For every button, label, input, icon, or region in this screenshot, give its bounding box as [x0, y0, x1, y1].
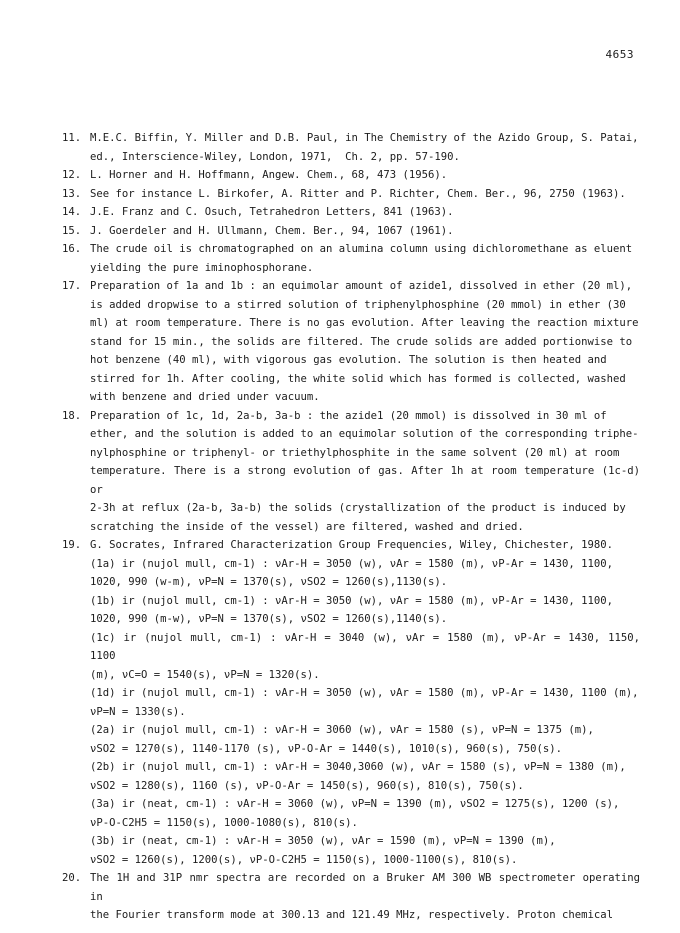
reference-line: The 1H and 31P nmr spectra are recorded on a Bruker AM 300 WB spectrometer operating in [90, 872, 647, 903]
reference-16 [62, 240, 640, 277]
reference-line: stand for 15 min., the solids are filtered. The crude solids are added portionwise to [90, 335, 633, 348]
reference-number: 19. [62, 539, 82, 551]
reference-20 [62, 869, 647, 925]
reference-number: 15. [62, 224, 82, 237]
reference-line: yielding the pure iminophosphorane. [90, 261, 314, 274]
reference-line: 2-3h at reflux (2a-b, 3a-b) the solids (crystallization of the product is induced by [90, 502, 626, 514]
reference-line: nylphosphine or triphenyl- or triethylphosphite in the same solvent (20 ml) at room [90, 446, 620, 459]
reference-14 [62, 203, 640, 222]
reference-line: νP=N = 1330(s). [90, 705, 186, 718]
page-number: 4653 [605, 48, 634, 61]
reference-line: stirred for 1h. After cooling, the white solid which has formed is collected, washed [90, 372, 626, 385]
reference-11 [62, 129, 640, 166]
reference-line: See for instance L. Birkofer, A. Ritter and P. Richter, Chem. Ber., 96, 2750 (1963). [90, 187, 626, 200]
reference-line: 1020, 990 (m-w), νP=N = 1370(s), νSO2 = 1260(s),1140(s). [90, 613, 448, 625]
reference-line: (m), νC=O = 1540(s), νP=N = 1320(s). [90, 668, 320, 681]
reference-line: (3b) ir (neat, cm-1) : νAr-H = 3050 (w), νAr = 1590 (m), νP=N = 1390 (m), [90, 835, 556, 847]
reference-13 [62, 185, 640, 204]
reference-number: 16. [62, 243, 82, 255]
reference-line: L. Horner and H. Hoffmann, Angew. Chem., 68, 473 (1956). [90, 169, 448, 181]
references-list [62, 129, 647, 925]
reference-line: 1020, 990 (w-m), νP=N = 1370(s), νSO2 = 1260(s),1130(s). [90, 576, 448, 588]
reference-line: temperature. There is a strong evolution of gas. After 1h at room temperature (1c-d) or [90, 465, 647, 496]
reference-line: νSO2 = 1280(s), 1160 (s), νP-O-Ar = 1450(s), 960(s), 810(s), 750(s). [90, 779, 524, 792]
reference-line: (2a) ir (nujol mull, cm-1) : νAr-H = 3060 (w), νAr = 1580 (s), νP=N = 1375 (m), [90, 724, 594, 736]
reference-line: J. Goerdeler and H. Ullmann, Chem. Ber., 94, 1067 (1961). [90, 224, 454, 237]
reference-number: 12. [62, 169, 82, 181]
reference-line: the Fourier transform mode at 300.13 and 121.49 MHz, respectively. Proton chemical [90, 909, 613, 921]
reference-15 [62, 222, 640, 241]
reference-line: ed., Interscience-Wiley, London, 1971, Ch. 2, pp. 57-190. [90, 150, 460, 163]
reference-line: (1b) ir (nujol mull, cm-1) : νAr-H = 3050 (w), νAr = 1580 (m), νP-Ar = 1430, 1100, [90, 594, 613, 607]
reference-number: 17. [62, 280, 82, 292]
reference-line: J.E. Franz and C. Osuch, Tetrahedron Letters, 841 (1963). [90, 206, 454, 218]
reference-19 [62, 536, 647, 869]
reference-number: 18. [62, 409, 82, 422]
reference-18 [62, 407, 647, 537]
reference-line: ether, and the solution is added to an equimolar solution of the corresponding triphe- [90, 428, 639, 440]
reference-line: Preparation of 1a and 1b : an equimolar amount of azide1, dissolved in ether (20 ml), [90, 280, 633, 292]
reference-17 [62, 277, 640, 407]
reference-line: Preparation of 1c, 1d, 2a-b, 3a-b : the azide1 (20 mmol) is dissolved in 30 ml of [90, 409, 607, 422]
reference-number: 14. [62, 206, 82, 218]
reference-line: (3a) ir (neat, cm-1) : νAr-H = 3060 (w), νP=N = 1390 (m), νSO2 = 1275(s), 1200 (s), [90, 798, 620, 810]
reference-line: (1a) ir (nujol mull, cm-1) : νAr-H = 3050 (w), νAr = 1580 (m), νP-Ar = 1430, 1100, [90, 557, 613, 570]
reference-12 [62, 166, 640, 185]
reference-line: (1c) ir (nujol mull, cm-1) : νAr-H = 3040 (w), νAr = 1580 (m), νP-Ar = 1430, 1150, 1100 [90, 631, 647, 662]
reference-number: 13. [62, 187, 82, 200]
reference-line: νSO2 = 1260(s), 1200(s), νP-O-C2H5 = 1150(s), 1000-1100(s), 810(s). [90, 853, 518, 866]
reference-line: νP-O-C2H5 = 1150(s), 1000-1080(s), 810(s). [90, 816, 358, 829]
reference-line: hot benzene (40 ml), with vigorous gas evolution. The solution is then heated and [90, 354, 607, 366]
reference-line: (1d) ir (nujol mull, cm-1) : νAr-H = 3050 (w), νAr = 1580 (m), νP-Ar = 1430, 1100 (m), [90, 687, 639, 699]
reference-line: (2b) ir (nujol mull, cm-1) : νAr-H = 3040,3060 (w), νAr = 1580 (s), νP=N = 1380 (m), [90, 761, 626, 773]
reference-number: 20. [62, 872, 82, 884]
reference-line: scratching the inside of the vessel) are filtered, washed and dried. [90, 520, 524, 533]
reference-number: 11. [62, 132, 82, 144]
reference-line: G. Socrates, Infrared Characterization Group Frequencies, Wiley, Chichester, 1980. [90, 539, 613, 551]
reference-line: M.E.C. Biffin, Y. Miller and D.B. Paul, in The Chemistry of the Azido Group, S. Patai, [90, 132, 639, 144]
reference-line: νSO2 = 1270(s), 1140-1170 (s), νP-O-Ar = 1440(s), 1010(s), 960(s), 750(s). [90, 742, 562, 755]
reference-line: with benzene and dried under vacuum. [90, 391, 320, 403]
reference-line: is added dropwise to a stirred solution of triphenylphosphine (20 mmol) in ether (30 [90, 298, 626, 311]
reference-line: ml) at room temperature. There is no gas evolution. After leaving the reaction mixture [90, 317, 639, 329]
reference-line: The crude oil is chromatographed on an alumina column using dichloromethane as eluent [90, 243, 633, 255]
